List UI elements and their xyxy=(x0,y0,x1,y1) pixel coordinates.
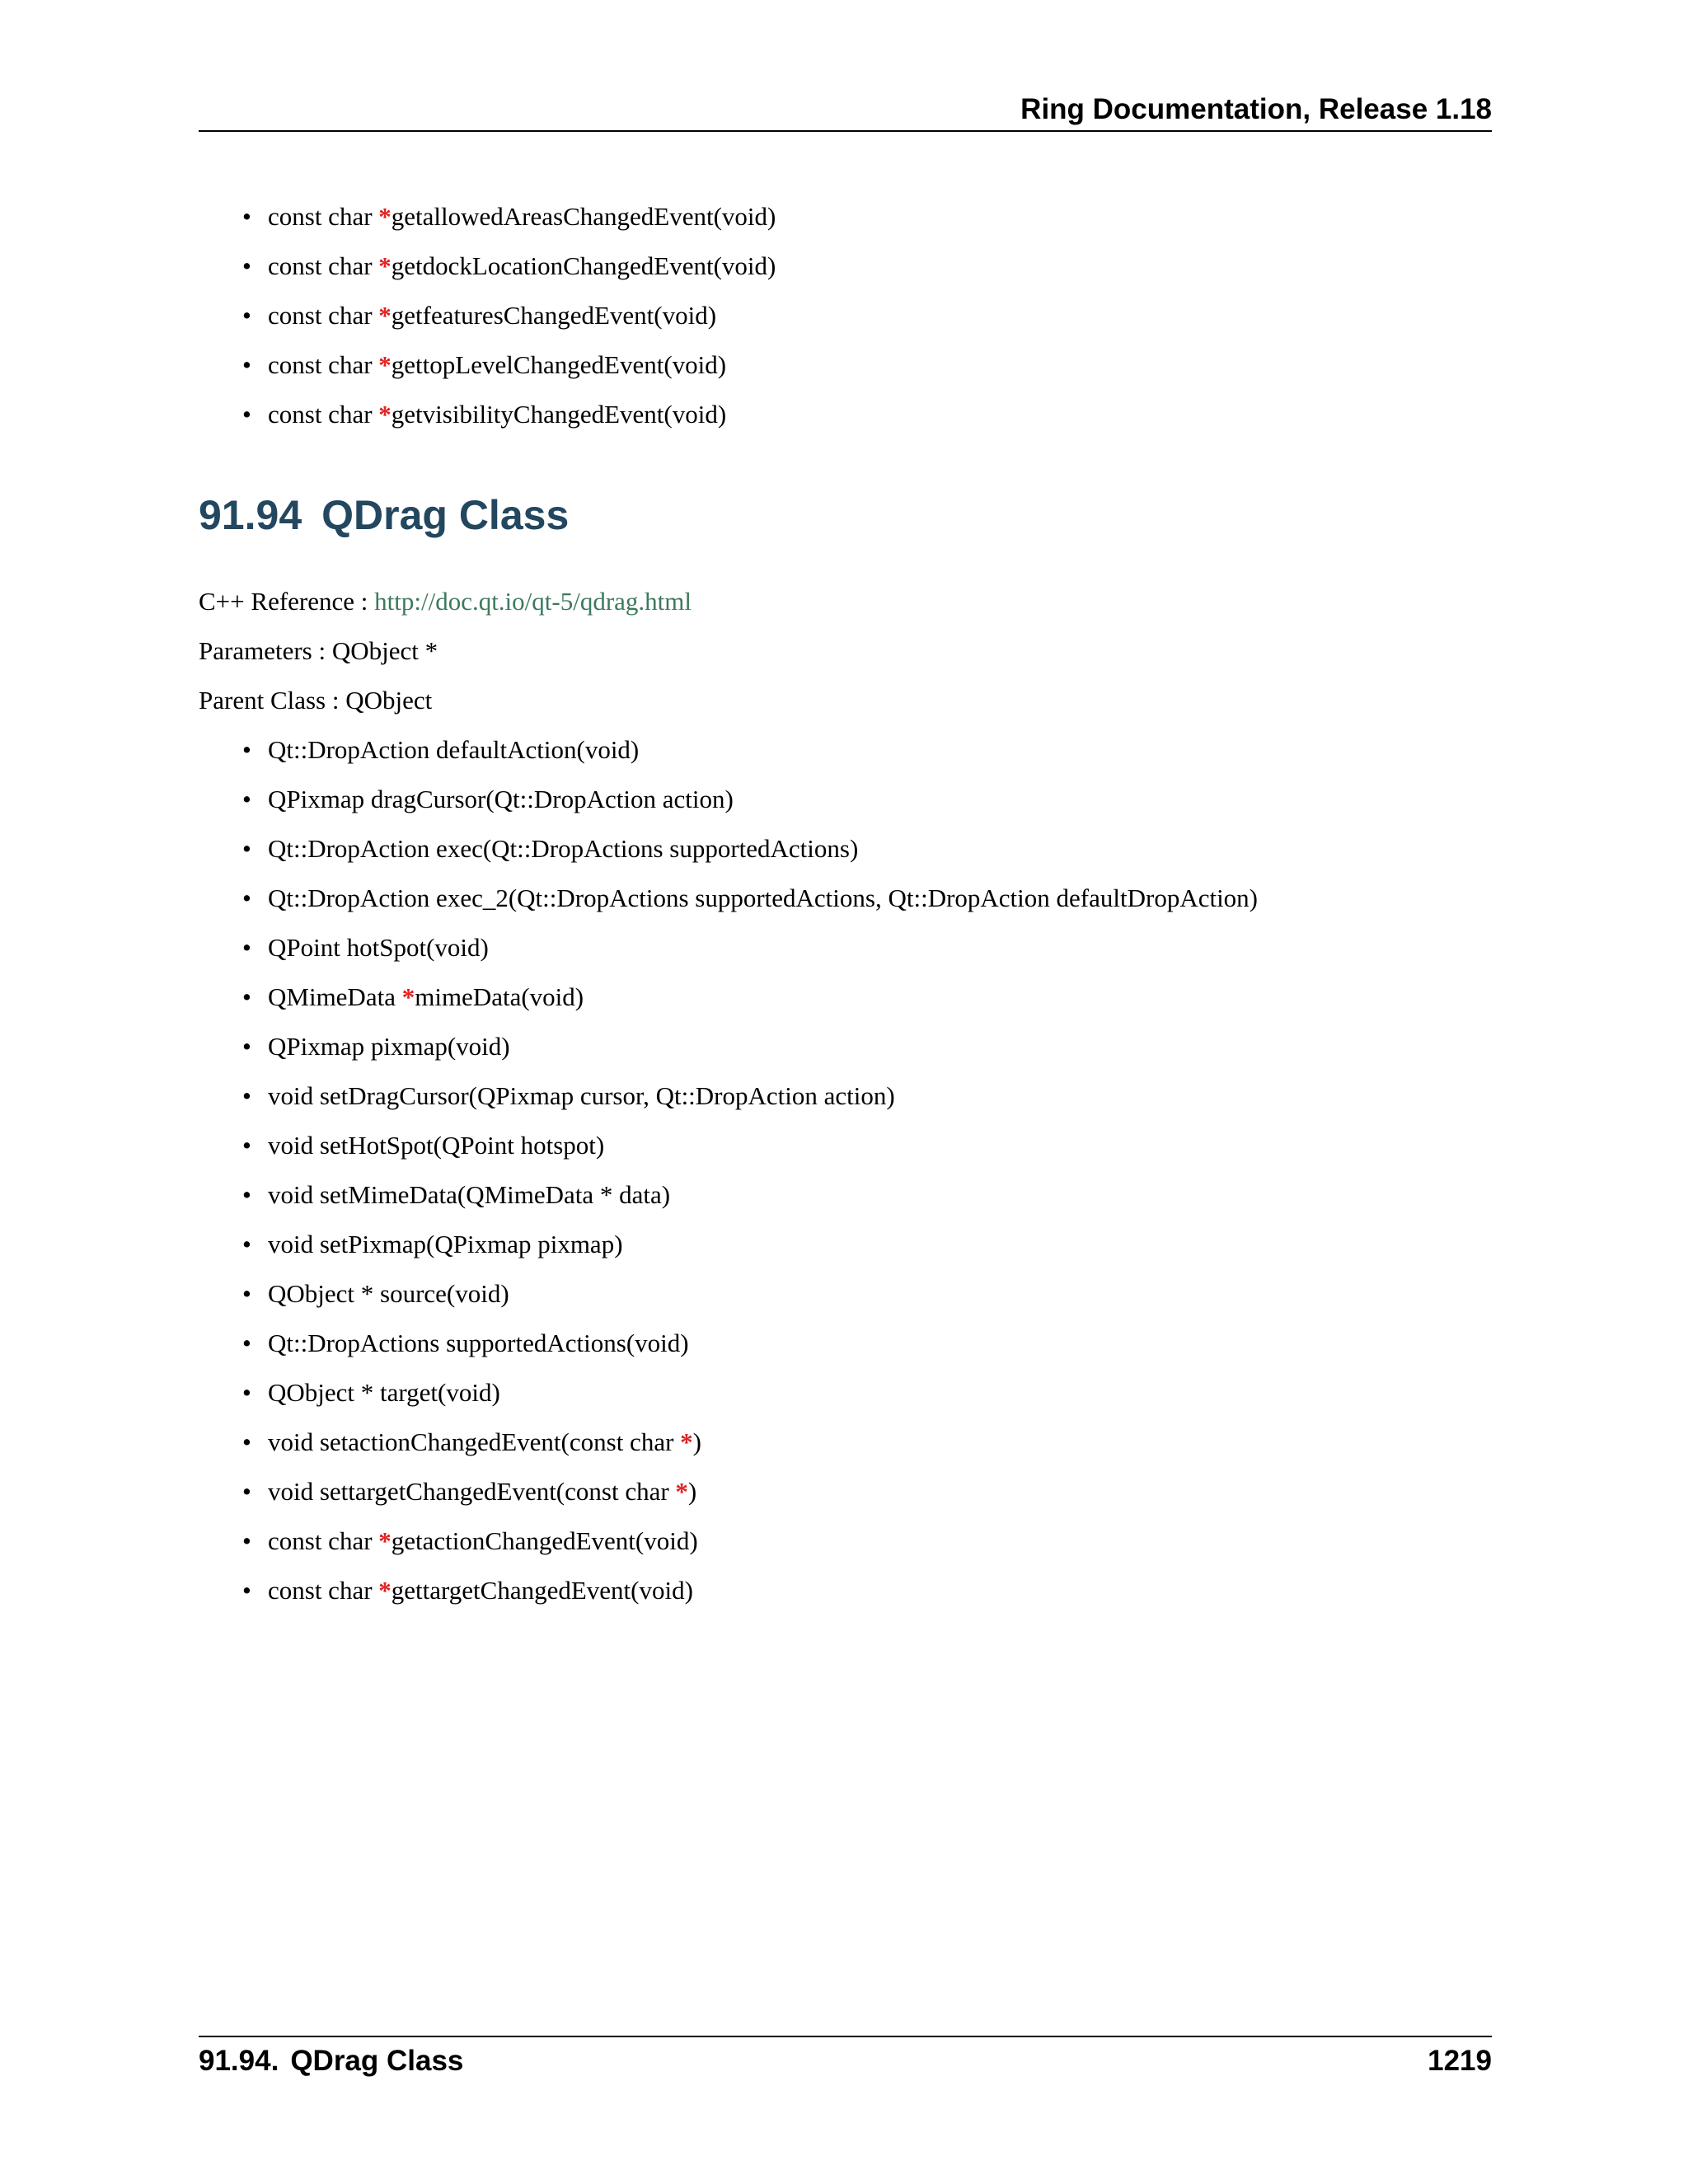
pointer-star: * xyxy=(680,1427,693,1456)
bullet: • xyxy=(242,1230,251,1258)
list-item xyxy=(242,1170,1479,1220)
signature-text: QPixmap dragCursor(Qt::DropAction action) xyxy=(268,785,734,813)
list-item xyxy=(242,1516,1479,1566)
signature-text-rest: getfeaturesChangedEvent(void) xyxy=(391,301,717,330)
signature-text: void settargetChangedEvent(const char xyxy=(268,1477,676,1506)
list-item xyxy=(242,1121,1479,1170)
bullet: • xyxy=(242,1081,251,1110)
footer-section-title: QDrag Class xyxy=(290,2045,464,2077)
signature-text-rest: ) xyxy=(687,1477,697,1506)
bullet: • xyxy=(242,1180,251,1209)
list-item xyxy=(242,1071,1479,1121)
list-item xyxy=(242,390,1479,439)
list-item xyxy=(242,1269,1479,1319)
bullet: • xyxy=(242,1427,251,1456)
bullet: • xyxy=(242,1576,251,1605)
list-item xyxy=(242,1368,1479,1418)
signature-text: const char xyxy=(268,400,379,429)
bullet: • xyxy=(242,1526,251,1555)
list-item xyxy=(242,1566,1479,1615)
bullet: • xyxy=(242,1279,251,1308)
list-item xyxy=(242,923,1479,972)
signature-text: void setDragCursor(QPixmap cursor, Qt::DropAction action) xyxy=(268,1081,895,1110)
signature-text-rest: getactionChangedEvent(void) xyxy=(391,1526,698,1555)
signature-text-rest: getdockLocationChangedEvent(void) xyxy=(391,251,776,280)
signature-text: const char xyxy=(268,1526,379,1555)
signature-text-rest: getvisibilityChangedEvent(void) xyxy=(391,400,727,429)
signature-text: const char xyxy=(268,301,379,330)
qdrag-method-list xyxy=(242,725,1479,1615)
bullet: • xyxy=(242,350,251,379)
footer-section-number: 91.94. xyxy=(199,2045,279,2077)
signature-text: const char xyxy=(268,1576,379,1605)
list-item xyxy=(242,192,1479,241)
pointer-star: * xyxy=(378,251,392,280)
list-item xyxy=(242,1467,1479,1516)
list-item xyxy=(242,824,1479,874)
signature-text-rest: gettopLevelChangedEvent(void) xyxy=(391,350,727,379)
parameters-line: Parameters : QObject * xyxy=(199,636,438,665)
section-heading xyxy=(199,486,569,544)
bullet: • xyxy=(242,883,251,912)
pointer-star: * xyxy=(378,202,392,231)
footer-section xyxy=(199,2044,463,2079)
section-title: QDrag Class xyxy=(321,492,570,538)
pointer-star: * xyxy=(378,400,392,429)
bullet: • xyxy=(242,251,251,280)
cpp-reference-label: C++ Reference : xyxy=(199,587,375,616)
page-number: 1219 xyxy=(1428,2045,1492,2077)
previous-method-list xyxy=(242,192,1479,439)
signature-text-rest: ) xyxy=(692,1427,701,1456)
bullet: • xyxy=(242,982,251,1011)
pointer-star: * xyxy=(675,1477,688,1506)
signature-text: Qt::DropAction exec(Qt::DropActions supportedActions) xyxy=(268,834,859,863)
signature-text: QPoint hotSpot(void) xyxy=(268,933,489,962)
signature-text: QObject * target(void) xyxy=(268,1378,500,1407)
bullet: • xyxy=(242,933,251,962)
cpp-reference xyxy=(199,577,692,626)
list-item xyxy=(242,1418,1479,1467)
bullet: • xyxy=(242,785,251,813)
signature-text: void setPixmap(QPixmap pixmap) xyxy=(268,1230,623,1258)
footer-rule xyxy=(199,2036,1492,2037)
bullet: • xyxy=(242,1329,251,1357)
signature-text: const char xyxy=(268,202,379,231)
signature-text: QObject * source(void) xyxy=(268,1279,509,1308)
cpp-reference-link[interactable]: http://doc.qt.io/qt-5/qdrag.html xyxy=(374,587,692,616)
bullet: • xyxy=(242,202,251,231)
header-rule xyxy=(199,130,1492,132)
list-item xyxy=(242,340,1479,390)
list-item xyxy=(242,1319,1479,1368)
signature-text-rest: gettargetChangedEvent(void) xyxy=(391,1576,693,1605)
signature-text: void setactionChangedEvent(const char xyxy=(268,1427,681,1456)
pointer-star: * xyxy=(401,982,415,1011)
bullet: • xyxy=(242,301,251,330)
running-header-title: Ring Documentation, Release 1.18 xyxy=(1020,93,1492,125)
bullet: • xyxy=(242,735,251,764)
list-item xyxy=(242,1022,1479,1071)
list-item xyxy=(242,1220,1479,1269)
list-item xyxy=(242,241,1479,291)
bullet: • xyxy=(242,1131,251,1160)
bullet: • xyxy=(242,1378,251,1407)
signature-text-rest: getallowedAreasChangedEvent(void) xyxy=(391,202,776,231)
signature-text: Qt::DropAction exec_2(Qt::DropActions supportedActions, Qt::DropAction defaultDropAction) xyxy=(268,883,1259,912)
list-item xyxy=(242,972,1479,1022)
signature-text: QPixmap pixmap(void) xyxy=(268,1032,510,1061)
list-item xyxy=(242,874,1479,923)
bullet: • xyxy=(242,834,251,863)
pointer-star: * xyxy=(378,301,392,330)
signature-text: const char xyxy=(268,251,379,280)
bullet: • xyxy=(242,400,251,429)
list-item xyxy=(242,725,1479,775)
signature-text-rest: mimeData(void) xyxy=(415,982,584,1011)
signature-text: Qt::DropActions supportedActions(void) xyxy=(268,1329,689,1357)
pointer-star: * xyxy=(378,1526,392,1555)
pointer-star: * xyxy=(378,350,392,379)
signature-text: void setMimeData(QMimeData * data) xyxy=(268,1180,671,1209)
signature-text: Qt::DropAction defaultAction(void) xyxy=(268,735,640,764)
list-item xyxy=(242,775,1479,824)
section-number: 91.94 xyxy=(199,492,302,538)
signature-text: QMimeData xyxy=(268,982,402,1011)
signature-text: void setHotSpot(QPoint hotspot) xyxy=(268,1131,605,1160)
list-item xyxy=(242,291,1479,340)
parent-class-line: Parent Class : QObject xyxy=(199,686,433,715)
signature-text: const char xyxy=(268,350,379,379)
pointer-star: * xyxy=(378,1576,392,1605)
bullet: • xyxy=(242,1477,251,1506)
bullet: • xyxy=(242,1032,251,1061)
